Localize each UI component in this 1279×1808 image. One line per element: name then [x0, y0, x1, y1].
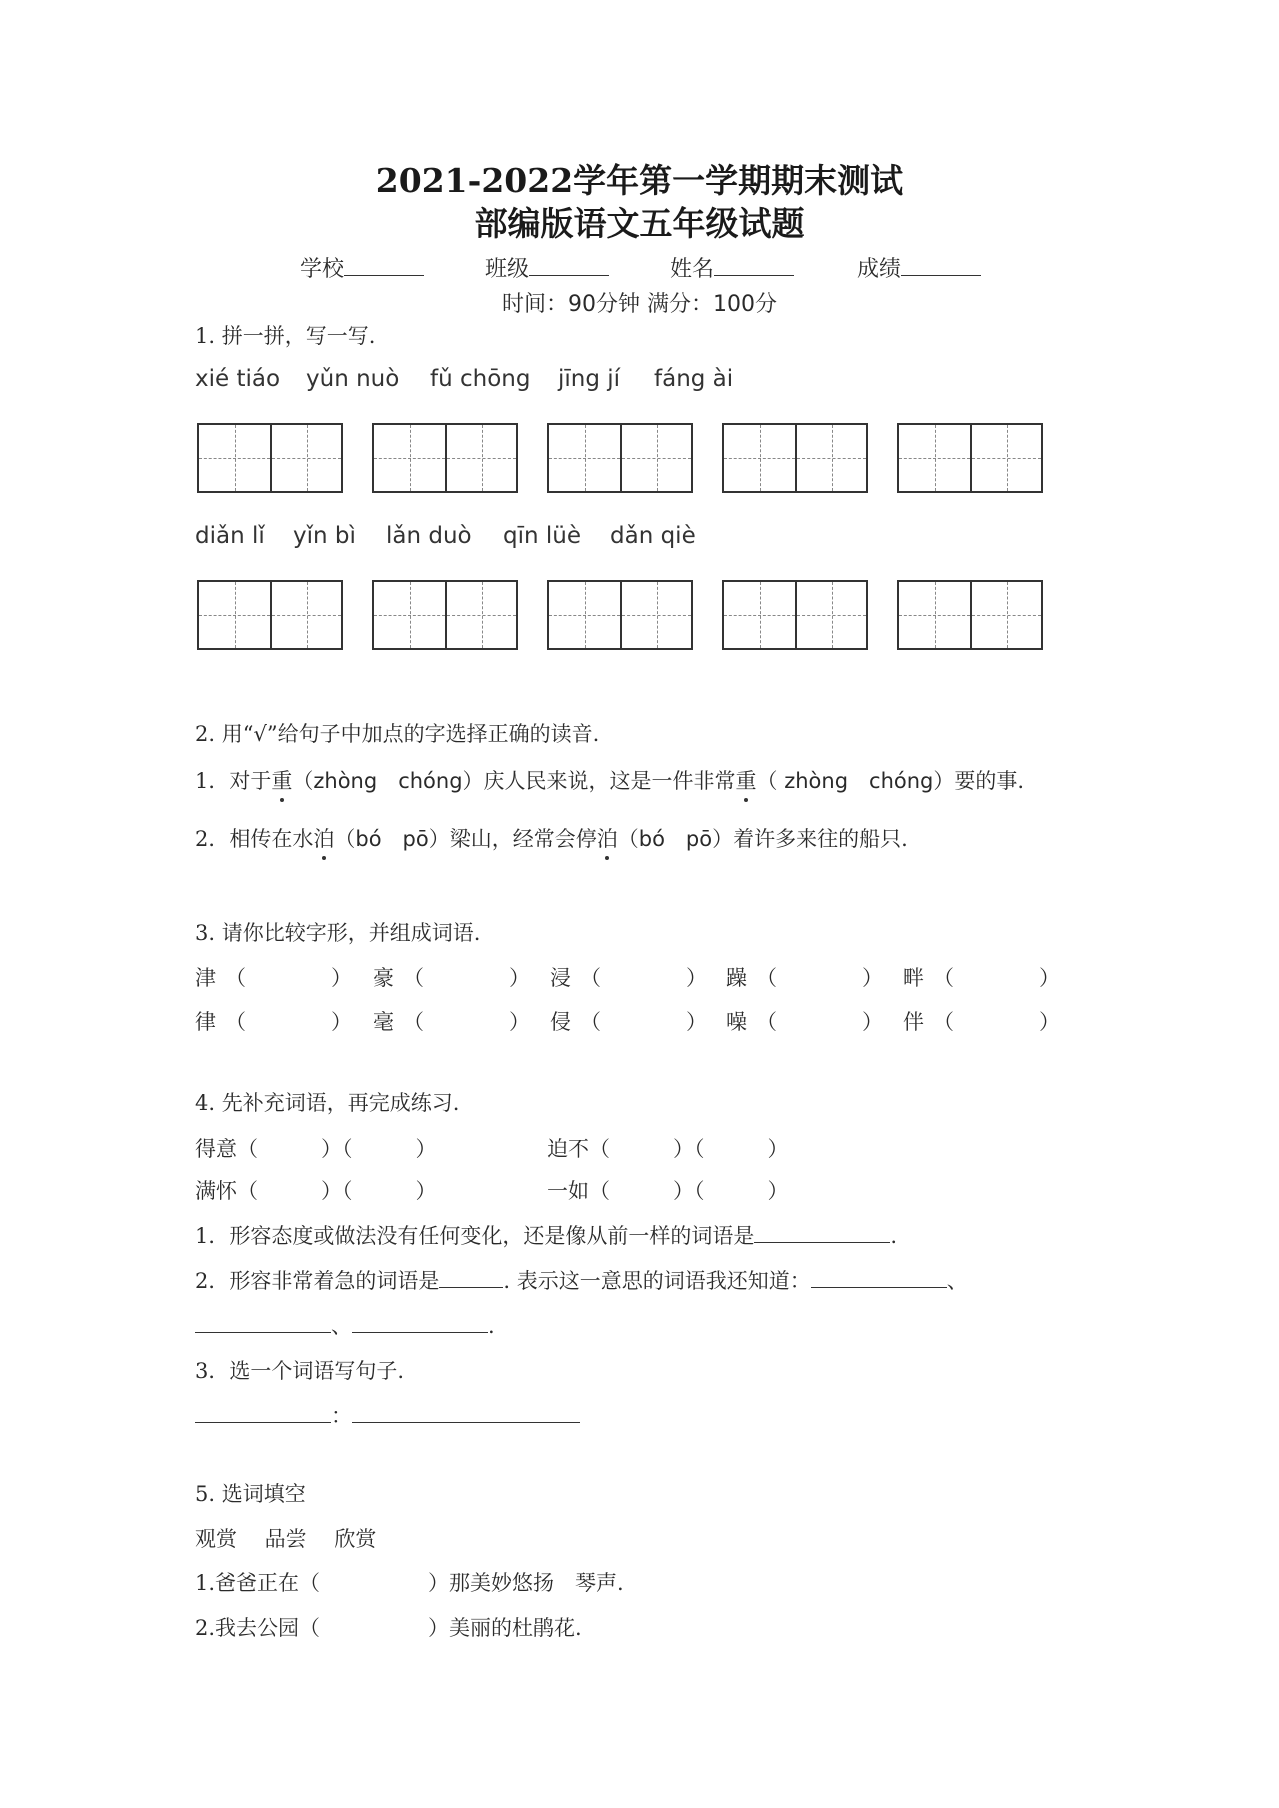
q2-s1-pre: 1．对于 — [195, 769, 272, 793]
q5-s1-post: ）那美妙悠扬 琴声. — [428, 1571, 624, 1595]
writing-box-2-3[interactable] — [547, 580, 693, 650]
pronunciation-options[interactable]: （ zhòng chóng） — [756, 769, 955, 793]
writing-box-2-4[interactable] — [722, 580, 868, 650]
score-label: 成绩 — [857, 257, 902, 282]
q5-word-options: 观赏 品尝 欣赏 — [195, 1527, 377, 1551]
pinyin-1-3: fǔ chōng — [430, 366, 531, 392]
idiom-fill-2[interactable]: 迫不（ ）（ ） — [547, 1137, 789, 1161]
pinyin-2-3: lǎn duò — [386, 523, 472, 549]
compare-char: 律 — [195, 1010, 216, 1034]
writing-box-2-2[interactable] — [372, 580, 518, 650]
class-label: 班级 — [485, 257, 530, 282]
name-blank[interactable] — [714, 253, 794, 276]
compare-char: 津 — [195, 966, 216, 990]
q2-s2-post: 着许多来往的船只. — [733, 827, 908, 851]
answer-blank[interactable] — [811, 1266, 947, 1288]
school-field — [300, 252, 424, 283]
q2-s1-mid: 庆人民来说，这是一件非常 — [483, 769, 736, 793]
q5-s2-pre[interactable]: 2.我去公园（ — [195, 1616, 321, 1640]
score-field — [857, 252, 981, 283]
q4-item-1 — [195, 1220, 897, 1250]
dotted-char: 重 — [736, 765, 757, 795]
paren-close: ） — [862, 1010, 883, 1034]
writing-box-2-5[interactable] — [897, 580, 1043, 650]
q2-heading: 2. 用“√”给句子中加点的字选择正确的读音. — [195, 722, 600, 746]
q5-sentence-1 — [0, 1567, 1279, 1597]
dotted-char: 泊 — [597, 823, 618, 853]
q2-s2-pre: 2．相传在水 — [195, 827, 314, 851]
q3-heading: 3. 请你比较字形，并组成词语. — [195, 921, 481, 945]
answer-blank[interactable] — [439, 1266, 503, 1288]
compare-char: 豪 — [373, 966, 394, 990]
writing-box-1-2[interactable] — [372, 423, 518, 493]
q5-s1-pre[interactable]: 1.爸爸正在（ — [195, 1571, 321, 1595]
q5-sentence-2 — [0, 1612, 1279, 1642]
q5-heading: 5. 选词填空 — [195, 1482, 306, 1506]
paren-open[interactable]: （ — [933, 1010, 954, 1034]
sentence-blank[interactable] — [352, 1401, 580, 1423]
q2-s2-mid: 梁山，经常会停 — [449, 827, 597, 851]
class-field — [485, 252, 609, 283]
name-label: 姓名 — [670, 257, 715, 282]
pinyin-2-5: dǎn qiè — [610, 523, 696, 549]
paren-open[interactable]: （ — [225, 966, 246, 990]
paren-close: ） — [509, 966, 530, 990]
q2-sentence-1 — [195, 765, 1024, 795]
pinyin-1-5: fáng ài — [654, 366, 734, 392]
compare-char: 噪 — [726, 1010, 747, 1034]
answer-blank[interactable] — [754, 1221, 890, 1243]
class-blank[interactable] — [529, 253, 609, 276]
q3-row-2 — [0, 1006, 1279, 1036]
paren-close: ） — [1039, 1010, 1060, 1034]
school-blank[interactable] — [344, 253, 424, 276]
paren-close: ） — [686, 966, 707, 990]
q4-item-3: 3．选一个词语写句子. — [195, 1359, 405, 1383]
colon: ： — [331, 1404, 352, 1428]
q1-heading: 1. 拼一拼，写一写. — [195, 324, 376, 348]
paren-open[interactable]: （ — [756, 966, 777, 990]
score-blank[interactable] — [901, 253, 981, 276]
q4-item1-text: 1．形容态度或做法没有任何变化，还是像从前一样的词语是 — [195, 1224, 755, 1248]
pinyin-1-2: yǔn nuò — [306, 366, 400, 392]
dotted-char: 泊 — [313, 823, 334, 853]
school-label: 学校 — [300, 257, 345, 282]
q4-sentence-line — [195, 1400, 580, 1430]
pronunciation-options[interactable]: （bó pō） — [334, 827, 450, 851]
paren-close: ） — [862, 966, 883, 990]
q2-sentence-2 — [195, 823, 908, 853]
paren-close: ） — [1039, 966, 1060, 990]
pinyin-1-1: xié tiáo — [195, 366, 281, 392]
paren-open[interactable]: （ — [756, 1010, 777, 1034]
q5-s2-post: ）美丽的杜鹃花. — [428, 1616, 582, 1640]
compare-char: 浸 — [550, 966, 571, 990]
paren-close: ） — [331, 966, 352, 990]
writing-box-2-1[interactable] — [197, 580, 343, 650]
time-info: 时间：90分钟 满分：100分 — [502, 292, 777, 317]
separator: 、 — [331, 1314, 352, 1338]
name-field — [670, 252, 794, 283]
writing-box-1-4[interactable] — [722, 423, 868, 493]
q4-item2-mid: . 表示这一意思的词语我还知道： — [503, 1269, 811, 1293]
pronunciation-options[interactable]: （zhòng chóng） — [292, 769, 484, 793]
compare-char: 躁 — [726, 966, 747, 990]
dotted-char: 重 — [271, 765, 292, 795]
exam-title: 2021-2022学年第一学期期末测试 — [375, 161, 904, 200]
pinyin-2-1: diǎn lǐ — [195, 523, 265, 549]
q4-item2-pre: 2．形容非常着急的词语是 — [195, 1269, 440, 1293]
paren-close: ） — [509, 1010, 530, 1034]
compare-char: 毫 — [373, 1010, 394, 1034]
q4-item-2-cont — [195, 1310, 495, 1340]
compare-char: 畔 — [903, 966, 924, 990]
pinyin-1-4: jīng jí — [558, 366, 621, 392]
period: . — [488, 1314, 495, 1338]
answer-blank[interactable] — [195, 1311, 331, 1333]
writing-box-1-5[interactable] — [897, 423, 1043, 493]
pinyin-2-2: yǐn bì — [293, 523, 356, 549]
paren-open[interactable]: （ — [403, 1010, 424, 1034]
paren-close: ） — [331, 1010, 352, 1034]
q4-heading: 4. 先补充词语，再完成练习. — [195, 1091, 460, 1115]
compare-char: 伴 — [903, 1010, 924, 1034]
period: . — [890, 1224, 898, 1248]
paren-open[interactable]: （ — [580, 1010, 601, 1034]
word-blank[interactable] — [195, 1401, 331, 1423]
pinyin-2-4: qīn lüè — [503, 523, 581, 549]
q4-item-2 — [195, 1265, 968, 1295]
paren-open[interactable]: （ — [933, 966, 954, 990]
answer-blank[interactable] — [352, 1311, 488, 1333]
idiom-fill-3[interactable]: 满怀（ ）（ ） — [195, 1179, 437, 1203]
q2-s1-post: 要的事. — [954, 769, 1025, 793]
idiom-fill-1[interactable]: 得意（ ）（ ） — [195, 1137, 437, 1161]
paren-open[interactable]: （ — [225, 1010, 246, 1034]
writing-box-1-1[interactable] — [197, 423, 343, 493]
writing-box-1-3[interactable] — [547, 423, 693, 493]
idiom-fill-4[interactable]: 一如（ ）（ ） — [547, 1179, 789, 1203]
paren-open[interactable]: （ — [580, 966, 601, 990]
exam-subtitle: 部编版语文五年级试题 — [474, 204, 805, 243]
pronunciation-options[interactable]: （bó pō） — [617, 827, 734, 851]
separator: 、 — [946, 1269, 968, 1293]
compare-char: 侵 — [550, 1010, 571, 1034]
paren-open[interactable]: （ — [403, 966, 424, 990]
q3-row-1 — [0, 962, 1279, 992]
paren-close: ） — [686, 1010, 707, 1034]
